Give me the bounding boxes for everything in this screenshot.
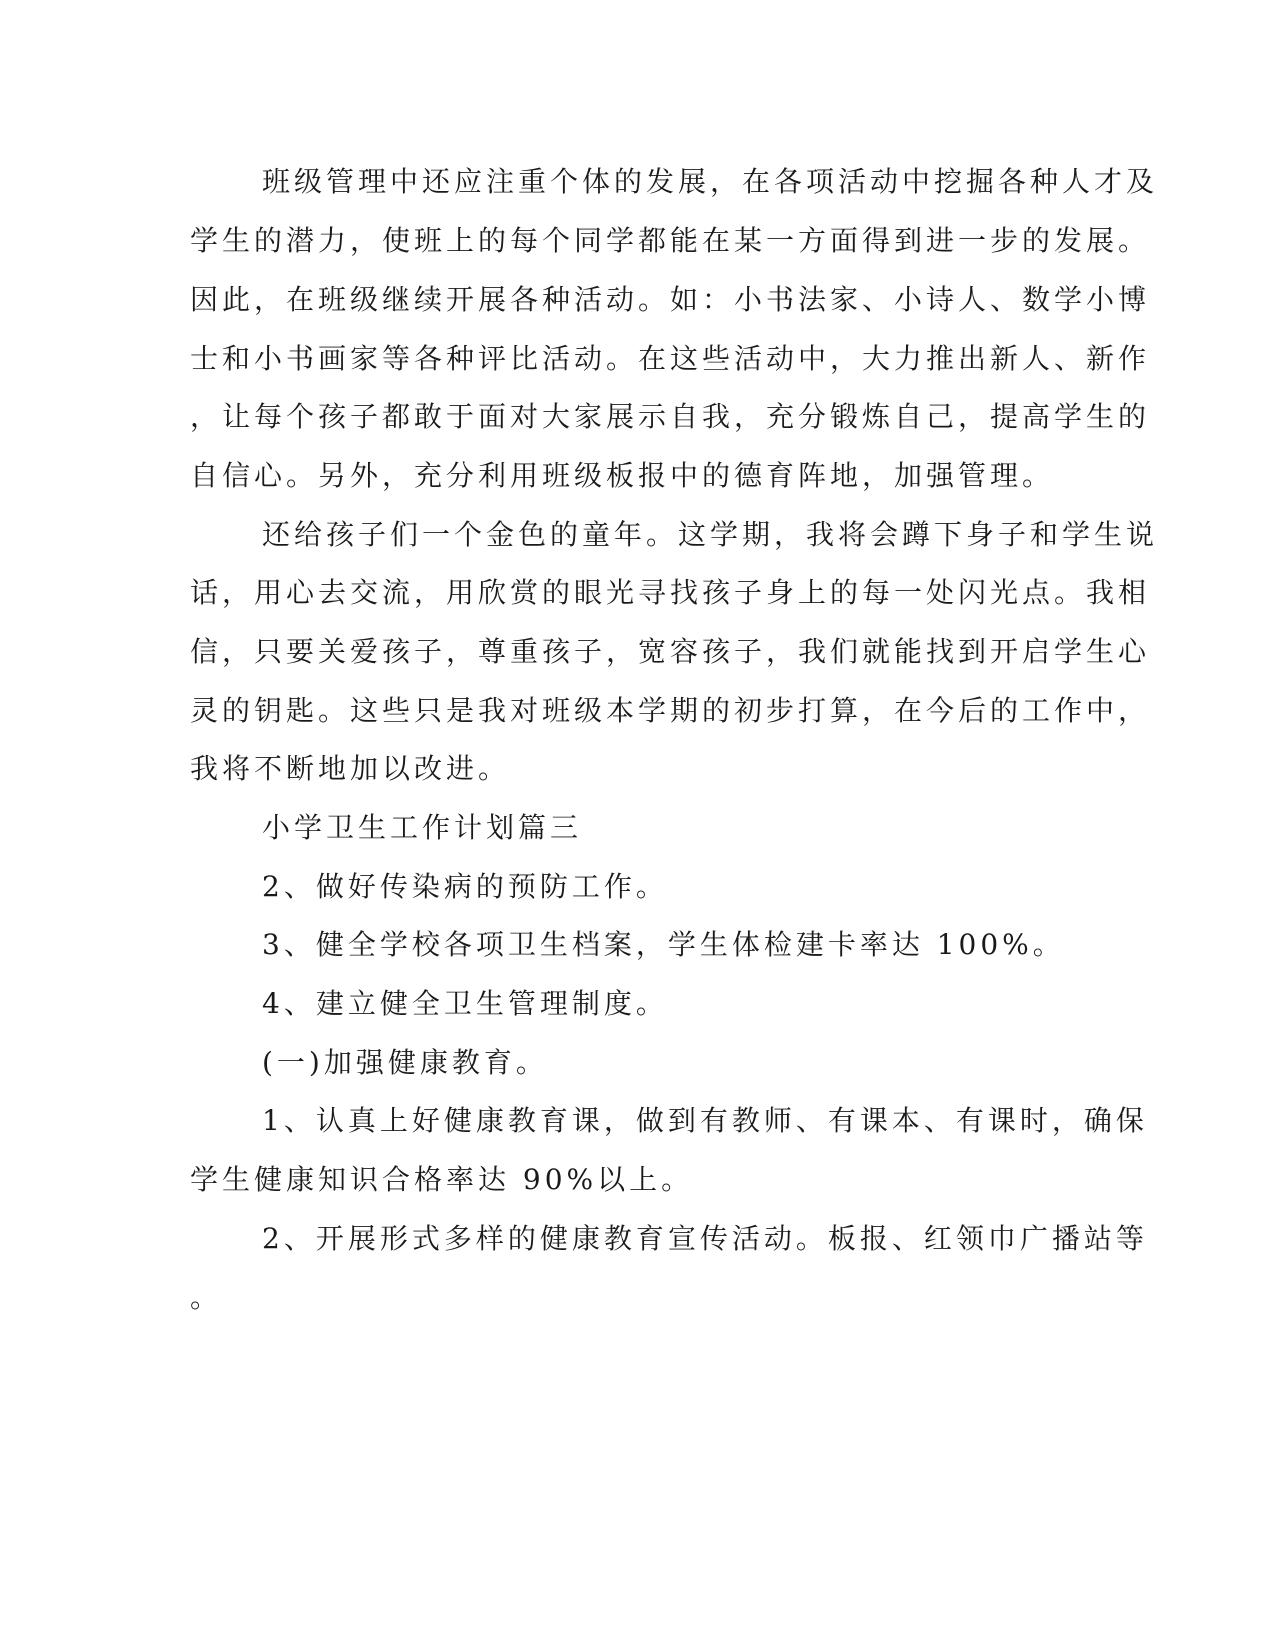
paragraph-line: 话，用心去交流，用欣赏的眼光寻找孩子身上的每一处闪光点。我相	[190, 576, 1151, 609]
paragraph-line: 自信心。另外，充分利用班级板报中的德育阵地，加强管理。	[190, 459, 1055, 492]
paragraph-line: 士和小书画家等各种评比活动。在这些活动中，大力推出新人、新作	[190, 342, 1151, 375]
paragraph-line: 还给孩子们一个金色的童年。这学期，我将会蹲下身子和学生说	[262, 518, 1159, 551]
list-item: 1、认真上好健康教育课，做到有教师、有课本、有课时，确保	[262, 1104, 1148, 1137]
paragraph-line: 。	[190, 1281, 223, 1314]
paragraph-line: 学生健康知识合格率达 90%以上。	[190, 1163, 694, 1196]
paragraph-line: 因此，在班级继续开展各种活动。如：小书法家、小诗人、数学小博	[190, 283, 1151, 316]
paragraph-line: 班级管理中还应注重个体的发展，在各项活动中挖掘各种人才及	[262, 165, 1159, 198]
list-item: 2、开展形式多样的健康教育宣传活动。板报、红领巾广播站等	[262, 1222, 1148, 1255]
list-item: 3、健全学校各项卫生档案，学生体检建卡率达 100%。	[262, 928, 1065, 961]
paragraph-line: 我将不断地加以改进。	[190, 752, 511, 785]
paragraph-line: ，让每个孩子都敢于面对大家展示自我，充分锻炼自己，提高学生的	[190, 400, 1151, 433]
paragraph-line: 信，只要关爱孩子，尊重孩子，宽容孩子，我们就能找到开启学生心	[190, 635, 1151, 668]
section-title: 小学卫生工作计划篇三	[262, 811, 583, 844]
paragraph-line: 学生的潜力，使班上的每个同学都能在某一方面得到进一步的发展。	[190, 224, 1151, 257]
paragraph-line: 灵的钥匙。这些只是我对班级本学期的初步打算，在今后的工作中，	[190, 694, 1151, 727]
list-item: 2、做好传染病的预防工作。	[262, 870, 668, 903]
list-item: 4、建立健全卫生管理制度。	[262, 987, 668, 1020]
subsection-heading: (一)加强健康教育。	[262, 1046, 548, 1079]
